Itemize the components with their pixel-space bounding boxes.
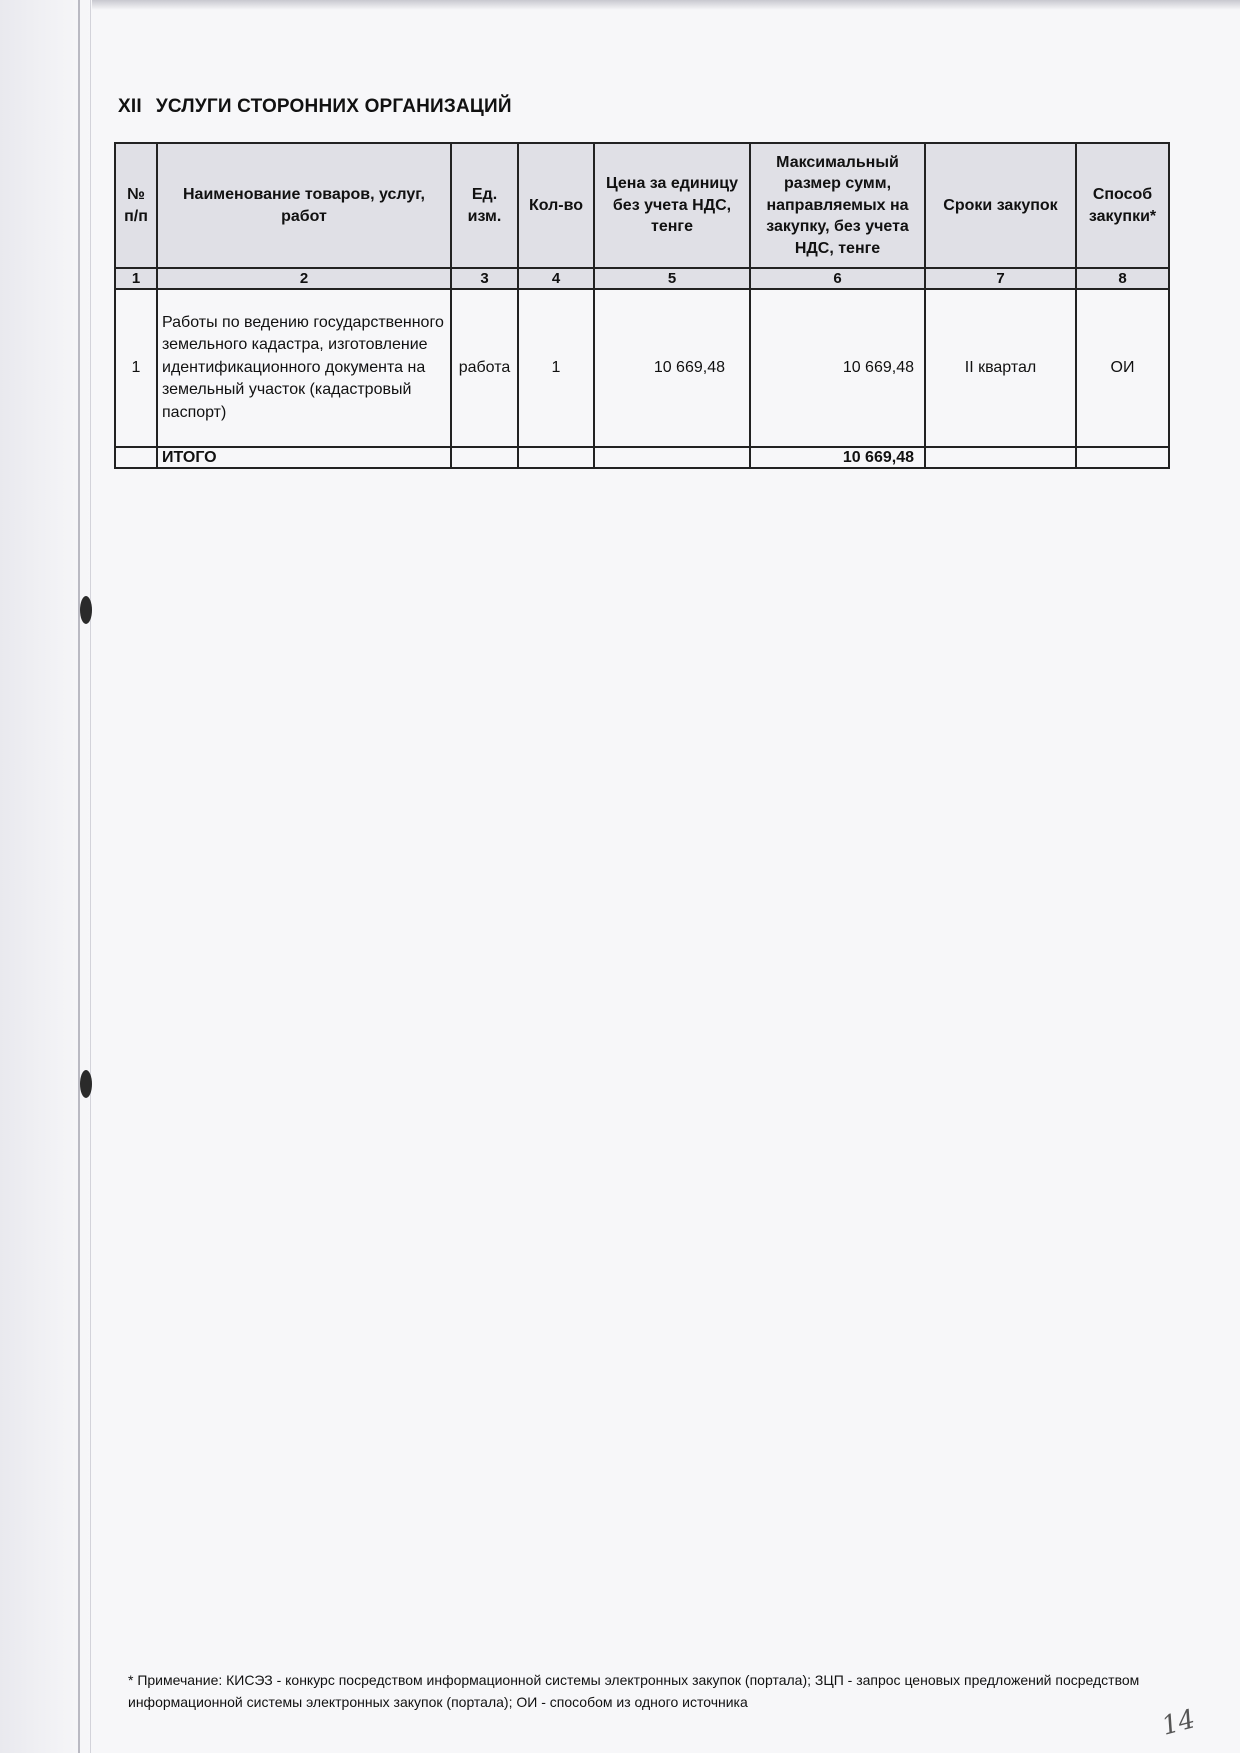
cell-period: II квартал [925,289,1076,447]
header-max-sum: Максимальный размер сумм, направляемых на закупку, без учета НДС, тенге [750,143,925,268]
table-row [115,289,1169,447]
column-number: 8 [1076,268,1169,289]
header-method: Способ закупки* [1076,143,1169,268]
punch-hole [80,596,92,624]
header-unit: Ед. изм. [451,143,518,268]
total-cell-empty [518,447,594,468]
table-header-row [115,143,1169,268]
header-period: Сроки закупок [925,143,1076,268]
total-cell-empty [594,447,750,468]
cell-name: Работы по ведению государственного земельного кадастра, изготовление идентификационного документа на земельный участок (кадастровый паспорт) [157,289,451,447]
total-label: ИТОГО [157,447,451,468]
cell-price: 10 669,48 [594,289,750,447]
footnote: * Примечание: КИСЭЗ - конкурс посредством информационной системы электронных закупок (портала); ЗЦП - запрос ценовых предложений посредством информационной системы электронных закупок (портала); ОИ - способом из одного источника [128,1672,1140,1710]
procurement-table [114,142,1170,469]
column-number: 6 [750,268,925,289]
header-price: Цена за единицу без учета НДС, тенге [594,143,750,268]
header-num: № п/п [115,143,157,268]
column-number-row [115,268,1169,289]
column-number: 1 [115,268,157,289]
total-max-sum: 10 669,48 [750,447,925,468]
header-name: Наименование товаров, услуг, работ [157,143,451,268]
cell-unit: работа [451,289,518,447]
section-title [118,96,512,118]
total-row [115,447,1169,468]
column-number: 5 [594,268,750,289]
header-qty: Кол-во [518,143,594,268]
column-number: 7 [925,268,1076,289]
cell-qty: 1 [518,289,594,447]
handwritten-page-number: 14 [1158,1704,1199,1742]
section-number: XII [118,96,142,117]
paper-top-edge [0,0,1240,10]
cell-num: 1 [115,289,157,447]
cell-max-sum: 10 669,48 [750,289,925,447]
total-cell-empty [925,447,1076,468]
column-number: 2 [157,268,451,289]
binding-line-inner [90,0,91,1753]
total-cell-empty [1076,447,1169,468]
total-cell-empty [115,447,157,468]
cell-method: ОИ [1076,289,1169,447]
total-cell-empty [451,447,518,468]
punch-hole [80,1070,92,1098]
column-number: 3 [451,268,518,289]
binding-line [78,0,80,1753]
section-title-text: УСЛУГИ СТОРОННИХ ОРГАНИЗАЦИЙ [155,96,512,117]
column-number: 4 [518,268,594,289]
